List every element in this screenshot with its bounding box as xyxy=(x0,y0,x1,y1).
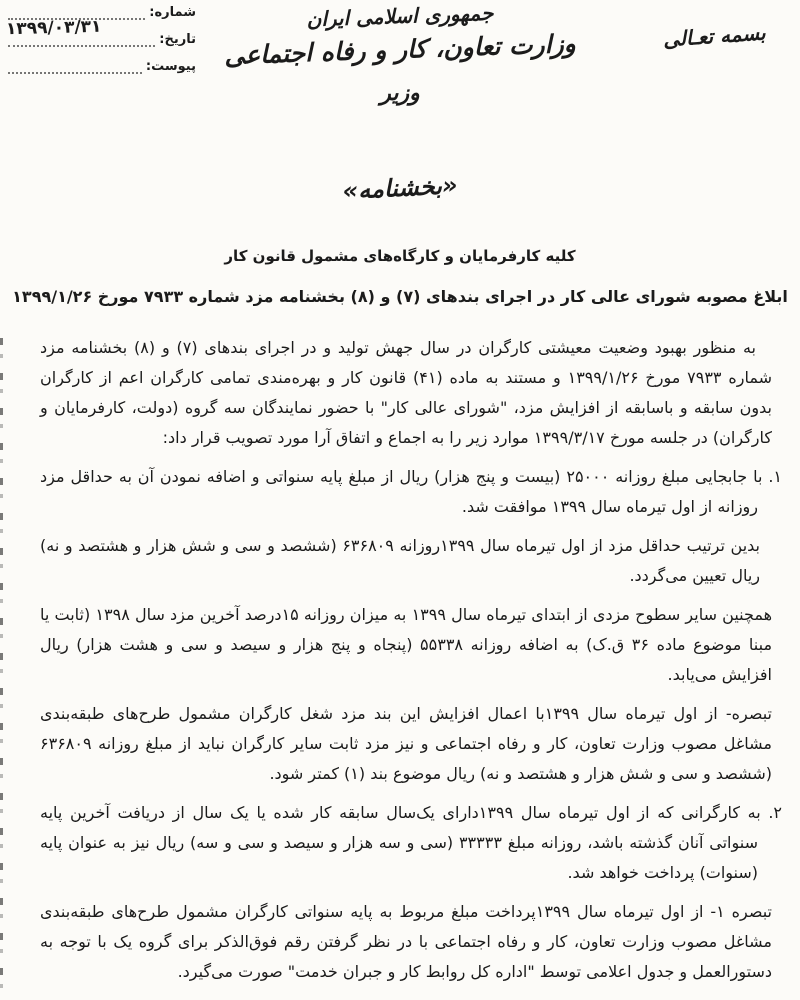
paragraph-clause-1-other-levels: همچنین سایر سطوح مزدی از ابتدای تیرماه سال ۱۳۹۹ به میزان روزانه ۱۵درصد آخرین مزد سال ۱۳۹۸ (ثابت یا مبنا موضوع ماده ۳۶ ق.ک) به اضافه روزانه ۵۵۳۳۸ (پنجاه و پنج هزار و سیصد و سی و هشت هزار) ریال افزایش می‌یابد. xyxy=(40,605,773,684)
letterhead-republic: جمهوری اسلامی ایران xyxy=(306,0,494,32)
attachment-label: پیوست: xyxy=(145,59,196,74)
scan-edge-artifact xyxy=(0,338,3,993)
circular-title: «بخشنامه» xyxy=(341,171,459,205)
subject-line: ابلاغ مصوبه شورای عالی کار در اجرای بندهای (۷) و (۸) بخشنامه مزد شماره ۷۹۳۳ مورخ ۱۳۹۹/۱/۲۶ xyxy=(12,287,788,306)
letterhead-ministry: وزارت تعاون، کار و رفاه اجتماعی xyxy=(223,28,577,71)
paragraph-clause-1: ۱. با جابجایی مبلغ روزانه ۲۵۰۰۰ (بیست و پنج هزار) ریال از مبلغ پایه سنواتی و اضافه نمودن آن به حداقل مزد روزانه از اول تیرماه سال ۱۳۹۹ موافقت شد. xyxy=(40,467,782,516)
paragraph-preamble: به منظور بهبود وضعیت معیشتی کارگران در سال جهش تولید و در اجرای بندهای (۷) و (۸) بخشنامه مزد شماره ۷۹۳۳ مورخ ۱۳۹۹/۱/۲۶ و مستند به ماده (۴۱) قانون کار و بهره‌مندی تمامی کارگران اعم از کارگران بدون سابقه و باسابقه از افزایش مزد، "شورای عالی کار" با حضور نمایندگان سه گروه (دولت، کارفرمایان و کارگران) در جلسه مورخ ۱۳۹۹/۳/۱۷ موارد زیر را به اجماع و اتفاق آرا مورد تصویب قرار داد: xyxy=(40,338,773,447)
letterhead xyxy=(0,0,800,106)
date-stamp-value: ۱۳۹۹/۰۳/۳۱ xyxy=(5,16,102,40)
paragraph-clause-1-note: تبصره- از اول تیرماه سال ۱۳۹۹با اعمال افزایش این بند مزد شغل کارگران مشمول طرح‌های طبقه‌بندی مشاغل مصوب وزارت تعاون، کار و رفاه اجتماعی و نیز مزد ثابت سایر کارگران نباید از مبلغ روزانه ۶۳۶۸۰۹ (ششصد و سی و شش هزار و هشتصد و نه) ریال موضوع بند (۱) کمتر شود. xyxy=(40,704,772,783)
paragraph-clause-2: ۲. به کارگرانی که از اول تیرماه سال ۱۳۹۹دارای یک‌سال سابقه کار شده یا یک سال از دریافت آخرین پایه سنواتی آنان گذشته باشد، روزانه مبلغ ۳۳۳۳۳ (سی و سه هزار و سیصد و سی و سه) ریال نیز به عنوان پایه (سنوات) پرداخت خواهد شد. xyxy=(40,803,782,882)
letter-body xyxy=(40,333,782,996)
paragraph-clause-2-note-1: تبصره ۱- از اول تیرماه سال ۱۳۹۹پرداخت مبلغ مربوط به پایه سنواتی کارگران مشمول طرح‌های طبقه‌بندی مشاغل مصوب وزارت تعاون، کار و رفاه اجتماعی با در نظر گرفتن رقم فوق‌الذکر برای گروه یک با توجه به دستورالعمل و جدول اعلامی توسط "اداره کل روابط کار و جبران خدمت" صورت می‌گیرد. xyxy=(40,902,773,981)
date-label: تاریخ: xyxy=(159,32,196,47)
addressee-line: کلیه کارفرمایان و کارگاه‌های مشمول قانون کار xyxy=(224,247,576,265)
letterhead-minister: وزیر xyxy=(380,81,420,106)
basmala-calligraphy: بسمه تعـالی xyxy=(662,20,767,52)
number-label: شماره: xyxy=(149,5,196,20)
paragraph-clause-1-minimum-wage: بدین ترتیب حداقل مزد از اول تیرماه سال ۱۳۹۹روزانه ۶۳۶۸۰۹ (ششصد و سی و شش هزار و هشتصد و نه) ریال تعیین می‌گردد. xyxy=(40,536,761,585)
